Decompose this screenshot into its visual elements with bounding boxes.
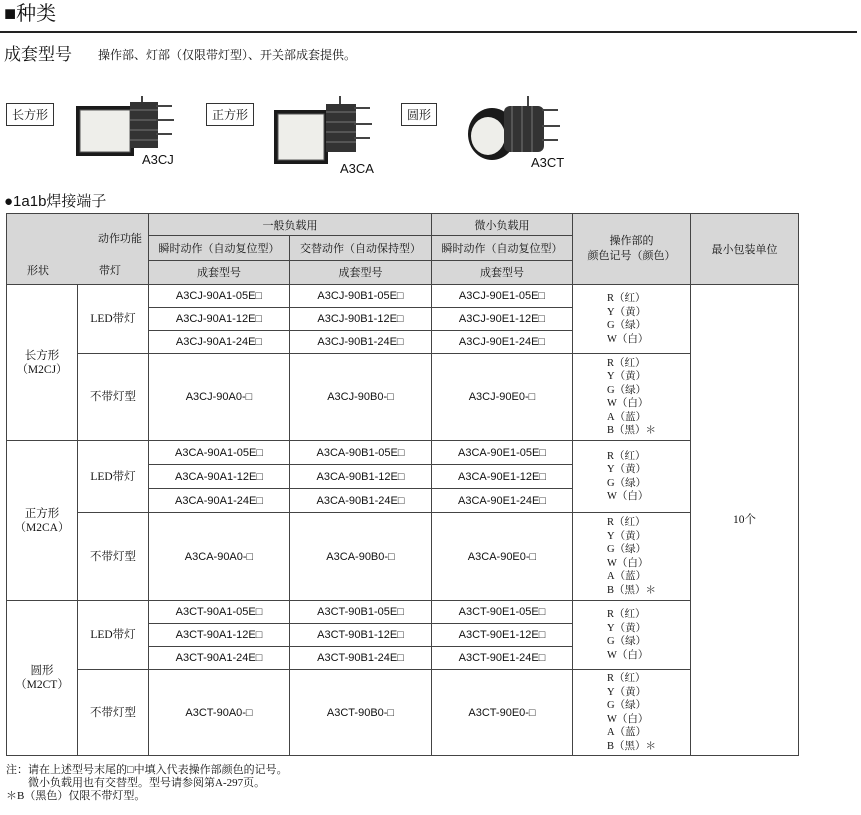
model-cell: A3CT-90E1-05E□: [432, 601, 573, 624]
shape-tag-round: 圆形: [401, 103, 437, 126]
model-cell: A3CA-90A1-24E□: [149, 489, 290, 513]
header-model-1: 成套型号: [149, 260, 290, 284]
footnote-1: 注：请在上述型号末尾的□中填入代表操作部颜色的记号。: [6, 764, 288, 776]
model-cell: A3CJ-90A1-12E□: [149, 308, 290, 331]
model-cell: A3CT-90E1-12E□: [432, 624, 573, 647]
shape-tag-rectangular: 长方形: [6, 103, 54, 126]
model-cell: A3CA-90A1-05E□: [149, 441, 290, 465]
model-cell: A3CT-90A1-24E□: [149, 647, 290, 670]
header-momentary-micro: 瞬时动作（自动复位型）: [432, 236, 573, 260]
nolamp-color-codes: R（红） Y（黄） G（绿） W（白） A（蓝） B（黑）＊: [573, 354, 691, 441]
header-corner: [7, 214, 149, 285]
shape-cell: 正方形 （M2CA）: [7, 441, 78, 601]
header-alternate: 交替动作（自动保持型）: [290, 236, 432, 260]
model-cell: A3CT-90B1-05E□: [290, 601, 432, 624]
model-cell: A3CJ-90B1-12E□: [290, 308, 432, 331]
model-cell: A3CT-90B0-□: [290, 670, 432, 756]
header-micro-load: 微小负载用: [432, 214, 573, 236]
header-general-load: 一般负载用: [149, 214, 432, 236]
header-shape: 形状: [27, 265, 49, 277]
footnotes: [6, 764, 288, 803]
model-rectangular: A3CJ: [142, 152, 174, 167]
header-momentary: 瞬时动作（自动复位型）: [149, 236, 290, 260]
footnote-2: 微小负载用也有交替型。型号请参阅第A-297页。: [6, 777, 266, 789]
model-cell: A3CA-90E1-05E□: [432, 441, 573, 465]
nolamp-label: 不带灯型: [78, 513, 149, 601]
model-cell: A3CJ-90E1-24E□: [432, 331, 573, 354]
model-cell: A3CT-90B1-24E□: [290, 647, 432, 670]
footnote-3: ＊B（黑色）仅限不带灯型。: [6, 790, 146, 802]
header-model-2: 成套型号: [290, 260, 432, 284]
led-color-codes: R（红） Y（黄） G（绿） W（白）: [573, 601, 691, 670]
model-cell: A3CA-90B1-05E□: [290, 441, 432, 465]
header-min-pack: 最小包装单位: [691, 214, 799, 285]
model-cell: A3CJ-90A0-□: [149, 354, 290, 441]
model-cell: A3CA-90B0-□: [290, 513, 432, 601]
shape-cell: 长方形 （M2CJ）: [7, 285, 78, 441]
model-cell: A3CJ-90B1-24E□: [290, 331, 432, 354]
led-label: LED带灯: [78, 601, 149, 670]
model-cell: A3CA-90E1-12E□: [432, 465, 573, 489]
model-cell: A3CA-90B1-24E□: [290, 489, 432, 513]
title-rule: [0, 31, 857, 33]
model-cell: A3CT-90A0-□: [149, 670, 290, 756]
model-cell: A3CT-90E0-□: [432, 670, 573, 756]
model-cell: A3CJ-90E0-□: [432, 354, 573, 441]
led-label: LED带灯: [78, 285, 149, 354]
nolamp-label: 不带灯型: [78, 354, 149, 441]
model-cell: A3CT-90B1-12E□: [290, 624, 432, 647]
model-cell: A3CA-90E0-□: [432, 513, 573, 601]
model-cell: A3CJ-90E1-05E□: [432, 285, 573, 308]
model-cell: A3CA-90A0-□: [149, 513, 290, 601]
shape-cell: 圆形 （M2CT）: [7, 601, 78, 756]
nolamp-color-codes: R（红） Y（黄） G（绿） W（白） A（蓝） B（黑）＊: [573, 670, 691, 756]
model-cell: A3CT-90A1-05E□: [149, 601, 290, 624]
model-cell: A3CJ-90A1-24E□: [149, 331, 290, 354]
model-cell: A3CA-90E1-24E□: [432, 489, 573, 513]
led-color-codes: R（红） Y（黄） G（绿） W（白）: [573, 441, 691, 513]
header-model-3: 成套型号: [432, 260, 573, 284]
shape-tag-square: 正方形: [206, 103, 254, 126]
header-lamp: 带灯: [99, 265, 121, 277]
photo-square-switch: [268, 90, 378, 172]
nolamp-label: 不带灯型: [78, 670, 149, 756]
model-cell: A3CJ-90A1-05E□: [149, 285, 290, 308]
subtitle: 成套型号: [4, 45, 72, 64]
header-color-code: 操作部的 颜色记号（颜色）: [573, 214, 691, 285]
model-cell: A3CT-90E1-24E□: [432, 647, 573, 670]
model-round: A3CT: [531, 155, 565, 170]
model-cell: A3CJ-90E1-12E□: [432, 308, 573, 331]
model-square: A3CA: [340, 161, 374, 176]
min-pack-value: 10个: [691, 285, 799, 756]
nolamp-color-codes: R（红） Y（黄） G（绿） W（白） A（蓝） B（黑）＊: [573, 513, 691, 601]
subtitle-note: 操作部、灯部（仅限带灯型）、开关部成套提供。: [98, 48, 357, 62]
header-action-function: 动作功能: [98, 233, 142, 245]
model-cell: A3CA-90A1-12E□: [149, 465, 290, 489]
led-color-codes: R（红） Y（黄） G（绿） W（白）: [573, 285, 691, 354]
terminal-subheading: ●1a1b焊接端子: [4, 193, 107, 210]
model-table: [6, 213, 799, 756]
led-label: LED带灯: [78, 441, 149, 513]
model-cell: A3CJ-90B1-05E□: [290, 285, 432, 308]
model-cell: A3CA-90B1-12E□: [290, 465, 432, 489]
model-cell: A3CJ-90B0-□: [290, 354, 432, 441]
model-cell: A3CT-90A1-12E□: [149, 624, 290, 647]
section-title: ■种类: [4, 3, 57, 25]
